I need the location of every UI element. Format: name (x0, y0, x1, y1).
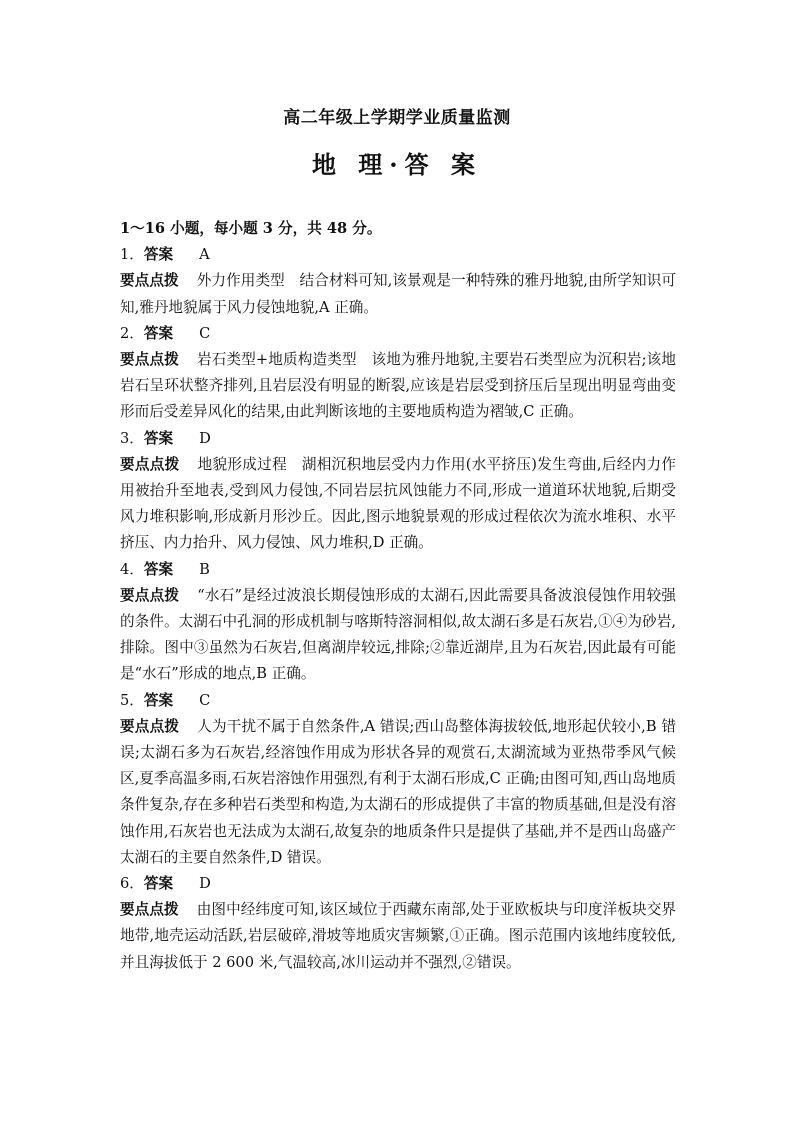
explanation-paragraph (120, 897, 676, 976)
answer-line (120, 557, 676, 583)
answer-label: 答案 (143, 875, 174, 893)
answer-content (120, 216, 676, 976)
explanation-label: 要点点拨 (120, 586, 180, 604)
explanation-text: 人为干扰不属于自然条件,A 错误;西山岛整体海拔较低,地形起伏较小,B 错误;太湖石多为石灰岩,经溶蚀作用成为形状各异的观赏石,太湖流域为亚热带季风气候区,夏季高温多雨,石灰岩溶蚀作用强烈,有利于太湖石形成,C 正确;由图可知,西山岛地质条件复杂,存在多种岩石类型和构造,为太湖石的形成提供了丰富的物质基础,但是没有溶蚀作用,石灰岩也无法成为太湖石,故复杂的地质条件只是提供了基础,并不是西山岛盛产太湖石的主要自然条件,D 错误。 (120, 717, 676, 866)
explanation-text: 外力作用类型 结合材料可知,该景观是一种特殊的雅丹地貌,由所学知识可知,雅丹地貌属于风力侵蚀地貌,A 正确。 (120, 272, 676, 316)
question-number: 4． (120, 560, 144, 578)
question-number: 6． (120, 875, 144, 893)
score-summary: 1～16 小题，每小题 3 分，共 48 分。 (120, 220, 382, 237)
explanation-text: 地貌形成过程 湖相沉积地层受内力作用(水平挤压)发生弯曲,后经内力作用被抬升至地表,受到风力侵蚀,不同岩层抗风蚀能力不同,形成一道道环状地貌,后期受风力堆积影响,形成新月形沙丘。因此,图示地貌景观的形成过程依次为流水堆积、水平挤压、内力抬升、风力侵蚀、风力堆积,D 正确。 (120, 455, 676, 552)
answer-line (120, 321, 676, 347)
explanation-text: 岩石类型+地质构造类型 该地为雅丹地貌,主要岩石类型应为沉积岩;该地岩石呈环状整齐排列,且岩层没有明显的断裂,应该是岩层受到挤压后呈现出明显弯曲变形而后受差异风化的结果,由此判断该地的主要地质构造为褶皱,C 正确。 (120, 351, 676, 421)
answer-value: D (199, 429, 211, 447)
explanation-paragraph (120, 714, 676, 871)
explanation-label: 要点点拨 (120, 717, 180, 735)
question-number: 3． (120, 429, 144, 447)
answer-line (120, 426, 676, 452)
explanation-label: 要点点拨 (120, 901, 179, 919)
answer-label: 答案 (143, 560, 174, 578)
answer-key-title: 地 理·答 案 (311, 150, 483, 179)
exam-title: 高二年级上学期学业质量监测 (283, 108, 511, 128)
explanation-label: 要点点拨 (120, 455, 180, 473)
answer-value: A (199, 246, 210, 264)
answer-label: 答案 (143, 691, 174, 709)
answer-value: D (199, 875, 211, 893)
answer-line (120, 871, 676, 897)
question-number: 2． (120, 324, 144, 342)
explanation-paragraph (120, 268, 676, 320)
answer-line (120, 242, 676, 268)
explanation-paragraph (120, 452, 676, 557)
answer-value: C (199, 324, 211, 342)
answer-label: 答案 (143, 429, 174, 447)
explanation-label: 要点点拨 (120, 272, 179, 290)
answer-value: C (199, 691, 211, 709)
document-header (0, 104, 794, 180)
explanation-paragraph (120, 347, 676, 426)
answer-label: 答案 (143, 324, 174, 342)
question-number: 1． (120, 246, 144, 264)
explanation-text: “水石”是经过波浪长期侵蚀形成的太湖石,因此需要具备波浪侵蚀作用较强的条件。太湖石中孔洞的形成机制与喀斯特溶洞相似,故太湖石多是石灰岩,①④为砂岩,排除。图中③虽然为石灰岩,但离湖岸较远,排除;②靠近湖岸,且为石灰岩,因此最有可能是“水石”形成的地点,B 正确。 (120, 586, 676, 683)
answer-label: 答案 (143, 246, 174, 264)
explanation-text: 由图中经纬度可知,该区域位于西藏东南部,处于亚欧板块与印度洋板块交界地带,地壳运动活跃,岩层破碎,滑坡等地质灾害频繁,①正确。图示范围内该地纬度较低,并且海拔低于 2 600 米,气温较高,冰川运动并不强烈,②错误。 (120, 901, 676, 971)
answer-line (120, 688, 676, 714)
answer-value: B (199, 560, 210, 578)
explanation-paragraph (120, 583, 676, 688)
question-number: 5． (120, 691, 144, 709)
explanation-label: 要点点拨 (120, 351, 179, 369)
